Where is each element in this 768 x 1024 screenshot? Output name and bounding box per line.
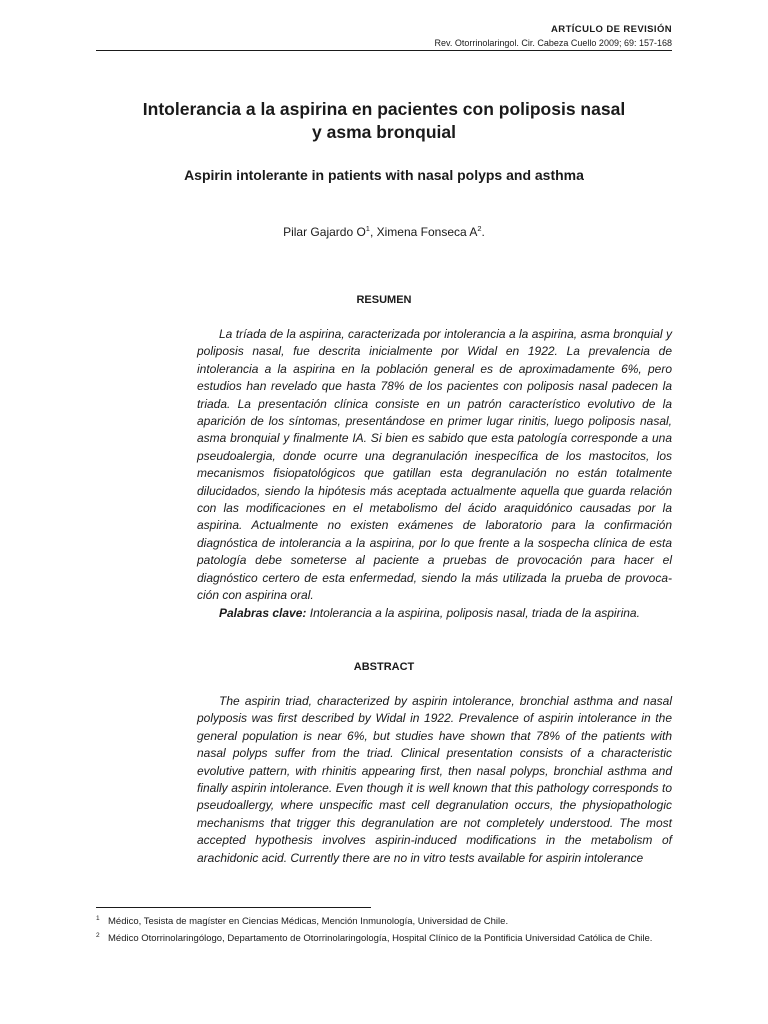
keywords-text: Intolerancia a la aspirina, poliposis nasal, triada de la aspirina. [306, 605, 640, 620]
title-line-2: y asma bronquial [312, 122, 456, 142]
author-list-end: . [481, 225, 485, 239]
resumen-body: La tríada de la aspirina, caracterizada por intolerancia a la aspirina, asma bronquial y poliposis nasal, fue descrita inicialmente por Widal en 1922. La prevalencia de intolerancia a la aspirina en la población general es de aproximadamente 6%, pero estudios han revelado que hasta 78% de los pacientes con poliposis nasal padecen la triada. La presentación clínica consiste en un patrón característico evolutivo de la aparición de los síntomas, presentándose en primer lugar rinitis, luego poliposis nasal, asma bronquial y finalmente IA. Si bien es sabido que esta patología corresponde a una pseudoalergia, donde ocurre una degranulación inespecífica de los mastocitos, los mecanismos fisiopatológicos que gatillan esta degranulación no están totalmente dilucidados, siendo la hipótesis más aceptada actualmente aquella que guarda relación con las modificaciones en el metabolismo del ácido araquidónico causadas por la aspirina. Actualmente no existen exámenes de laboratorio para la confirmación diagnóstica de intolerancia a la aspirina, por lo que frente a la sospecha clínica de esta patología debe someterse al paciente a pruebas de provocación para hacer el diagnóstico certero de esta enfermedad, siendo la más utilizada la prueba de provoca-ción con aspirina oral. [197, 327, 672, 603]
author-separator: , [369, 225, 377, 239]
journal-citation: Rev. Otorrinolaringol. Cir. Cabeza Cuello 2009; 69: 157-168 [434, 38, 672, 48]
footnote-number: 1 [96, 915, 100, 922]
footnote-text: Médico Otorrinolaringólogo, Departamento de Otorrinolaringología, Hospital Clínico de la Pontificia Universidad Católica de Chile. [108, 933, 653, 944]
keywords [197, 605, 672, 622]
running-header [435, 24, 672, 48]
article-type: ARTÍCULO DE REVISIÓN [551, 24, 672, 35]
footnote [96, 930, 672, 947]
english-title: Aspirin intolerante in patients with nasal polyps and asthma [184, 167, 584, 183]
resumen-section [197, 326, 672, 622]
affiliation-marker: 2 [477, 224, 482, 233]
keywords-label: Palabras clave: [219, 605, 307, 620]
resumen-heading: RESUMEN [356, 294, 412, 306]
author-name: Pilar Gajardo O [283, 225, 366, 239]
footnote-divider [96, 907, 371, 908]
footnote-number: 2 [96, 932, 100, 939]
footnote [96, 913, 672, 930]
abstract-body: The aspirin triad, characterized by aspirin intolerance, bronchial asthma and nasal polyposis was first described by Widal in 1922. Prevalence of aspirin intolerance in the general population is near 6%, but studies have shown that 78% of the patients with nasal polyps suffer from the triad. Clinical presentation consists of a characteristic evolutive pattern, with rhinitis appearing first, then nasal polyps, bronchial asthma and finally aspirin intolerance. Even though it is well known that this pathology corresponds to pseudoallergy, where unspecific mast cell degranulation occurs, the physiopathologic mechanisms that trigger this degranulation are not completely understood. The most accepted hypothesis involves aspirin-induced modifications in the metabolism of arachidonic acid. Currently there are no in vitro tests available for aspirin intolerance [197, 694, 672, 865]
title-line-1: Intolerancia a la aspirina en pacientes con poliposis nasal [142, 99, 626, 119]
footnote-text: Médico, Tesista de magíster en Ciencias Médicas, Mención Inmunología, Universidad de Chile. [108, 916, 509, 927]
author-name: Ximena Fonseca A [376, 225, 478, 239]
abstract-section [197, 693, 672, 867]
header-divider [96, 50, 672, 51]
article-title [96, 98, 672, 144]
affiliation-marker: 1 [365, 224, 370, 233]
abstract-heading: ABSTRACT [353, 661, 415, 673]
author-list [96, 224, 672, 239]
footnotes [96, 913, 672, 947]
